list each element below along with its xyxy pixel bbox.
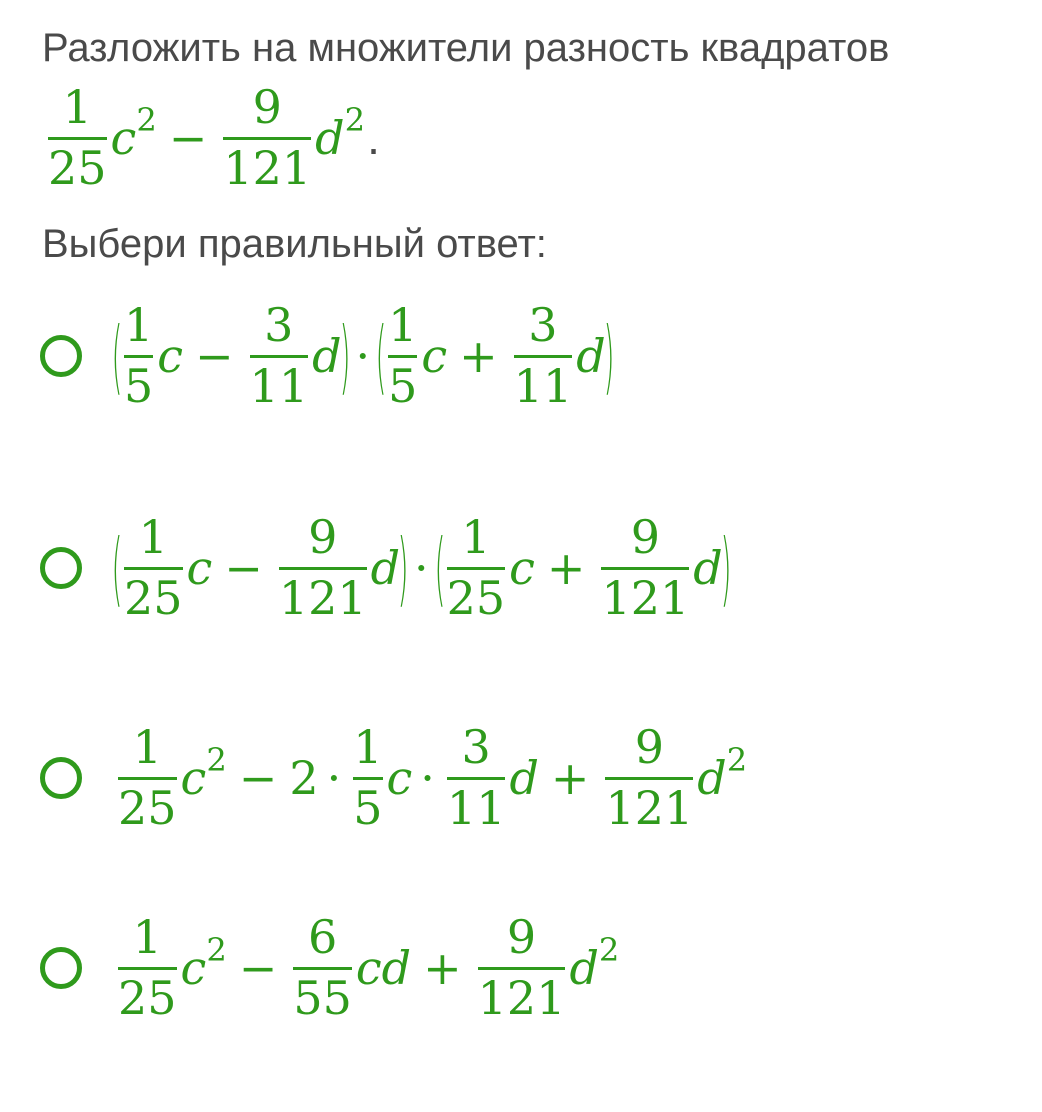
radio-button-icon[interactable] xyxy=(40,947,82,989)
variable: d xyxy=(509,750,539,805)
fraction xyxy=(601,512,689,623)
multiply-dot: · xyxy=(355,328,371,383)
variable: c xyxy=(180,940,207,995)
denominator: 11 xyxy=(513,358,573,413)
left-paren: ( xyxy=(111,520,123,615)
variable: c xyxy=(421,328,448,383)
denominator: 121 xyxy=(223,140,312,195)
fraction-bar xyxy=(353,777,382,780)
denominator: 11 xyxy=(446,780,506,835)
variable: c xyxy=(157,328,183,383)
fraction xyxy=(353,722,382,833)
fraction-bar xyxy=(48,137,107,140)
fraction xyxy=(293,912,352,1023)
fraction xyxy=(447,512,506,623)
fraction xyxy=(250,300,309,411)
denominator: 25 xyxy=(118,780,177,835)
right-paren: ) xyxy=(339,308,350,403)
operator: − xyxy=(238,940,278,995)
denominator: 5 xyxy=(388,358,418,413)
exponent: 2 xyxy=(206,930,227,969)
fraction xyxy=(223,82,311,193)
fraction xyxy=(48,82,107,193)
fraction xyxy=(124,300,153,411)
exponent: 2 xyxy=(206,740,227,779)
coefficient: 2 xyxy=(289,750,319,805)
denominator: 55 xyxy=(293,970,352,1025)
fraction-bar xyxy=(447,777,506,780)
variable: c xyxy=(186,540,213,595)
radio-button-icon[interactable] xyxy=(40,757,82,799)
operator: + xyxy=(423,940,462,995)
option-expression xyxy=(111,298,615,413)
numerator: 3 xyxy=(528,298,558,352)
answer-option-3[interactable] xyxy=(40,722,747,833)
right-paren: ) xyxy=(603,308,615,403)
given-expression xyxy=(44,82,380,193)
fraction xyxy=(118,722,177,833)
denominator: 5 xyxy=(353,780,383,835)
numerator: 1 xyxy=(461,510,491,564)
numerator: 1 xyxy=(123,298,154,352)
fraction xyxy=(605,722,693,833)
numerator: 9 xyxy=(506,910,537,964)
answer-option-1[interactable] xyxy=(40,298,615,413)
variable: d xyxy=(315,110,345,165)
numerator: 1 xyxy=(62,80,92,134)
fraction-bar xyxy=(223,137,311,140)
numerator: 1 xyxy=(138,510,168,564)
fraction xyxy=(388,300,417,411)
operator: + xyxy=(546,540,586,595)
fraction-bar xyxy=(250,355,309,358)
operator: − xyxy=(168,110,208,165)
fraction-bar xyxy=(605,777,693,780)
numerator: 6 xyxy=(307,910,338,964)
variable: c xyxy=(110,110,137,165)
numerator: 3 xyxy=(461,720,491,774)
operator: + xyxy=(550,750,590,805)
exponent: 2 xyxy=(598,930,620,969)
variable: d xyxy=(576,328,606,383)
denominator: 121 xyxy=(601,570,690,625)
right-paren: ) xyxy=(397,520,409,615)
variable: d xyxy=(569,940,599,995)
question-prompt: Разложить на множители разность квадратов xyxy=(42,26,890,70)
denominator: 121 xyxy=(477,970,566,1025)
denominator: 121 xyxy=(278,570,367,625)
fraction xyxy=(514,300,573,411)
radio-button-icon[interactable] xyxy=(40,547,82,589)
operator: − xyxy=(238,750,278,805)
variable: cd xyxy=(355,940,412,995)
exponent: 2 xyxy=(344,100,366,139)
left-paren: ( xyxy=(434,520,446,615)
fraction-bar xyxy=(388,355,417,358)
period: . xyxy=(367,111,380,164)
variable: d xyxy=(370,540,401,595)
numerator: 3 xyxy=(264,298,294,352)
fraction xyxy=(118,912,177,1023)
exponent: 2 xyxy=(136,100,157,139)
multiply-dot: · xyxy=(326,750,342,805)
fraction-bar xyxy=(118,967,177,970)
numerator: 9 xyxy=(630,510,661,564)
option-expression xyxy=(114,912,619,1023)
answer-option-4[interactable] xyxy=(40,912,619,1023)
denominator: 25 xyxy=(118,970,177,1025)
operator: − xyxy=(195,328,234,383)
denominator: 121 xyxy=(605,780,694,835)
radio-button-icon[interactable] xyxy=(40,335,82,377)
multiply-dot: · xyxy=(414,540,429,595)
fraction-bar xyxy=(514,355,573,358)
option-expression xyxy=(111,510,732,625)
variable: c xyxy=(180,750,207,805)
option-expression xyxy=(114,722,747,833)
fraction xyxy=(478,912,566,1023)
variable: d xyxy=(312,328,342,383)
fraction-bar xyxy=(447,567,506,570)
numerator: 9 xyxy=(634,720,665,774)
denominator: 5 xyxy=(123,358,154,413)
denominator: 11 xyxy=(249,358,309,413)
fraction-bar xyxy=(124,355,153,358)
numerator: 1 xyxy=(132,720,162,774)
fraction xyxy=(279,512,367,623)
variable: c xyxy=(509,540,535,595)
denominator: 25 xyxy=(48,140,107,195)
numerator: 1 xyxy=(132,910,162,964)
fraction-bar xyxy=(124,567,183,570)
numerator: 1 xyxy=(388,298,418,352)
operator: + xyxy=(459,328,498,383)
numerator: 9 xyxy=(252,80,282,134)
variable: d xyxy=(693,540,723,595)
operator: − xyxy=(224,540,263,595)
left-paren: ( xyxy=(375,308,387,403)
answer-option-2[interactable] xyxy=(40,510,732,625)
fraction-bar xyxy=(293,967,352,970)
right-paren: ) xyxy=(720,520,732,615)
left-paren: ( xyxy=(111,308,123,403)
fraction xyxy=(447,722,506,833)
fraction xyxy=(124,512,183,623)
exponent: 2 xyxy=(726,740,748,779)
numerator: 1 xyxy=(353,720,383,774)
fraction-bar xyxy=(601,567,689,570)
denominator: 25 xyxy=(446,570,506,625)
denominator: 25 xyxy=(123,570,183,625)
fraction-bar xyxy=(279,567,367,570)
multiply-dot: · xyxy=(420,750,435,805)
fraction-bar xyxy=(478,967,566,970)
variable: d xyxy=(697,750,727,805)
fraction-bar xyxy=(118,777,177,780)
answer-instruction: Выбери правильный ответ: xyxy=(42,222,547,266)
variable: c xyxy=(386,750,413,805)
numerator: 9 xyxy=(308,510,338,564)
